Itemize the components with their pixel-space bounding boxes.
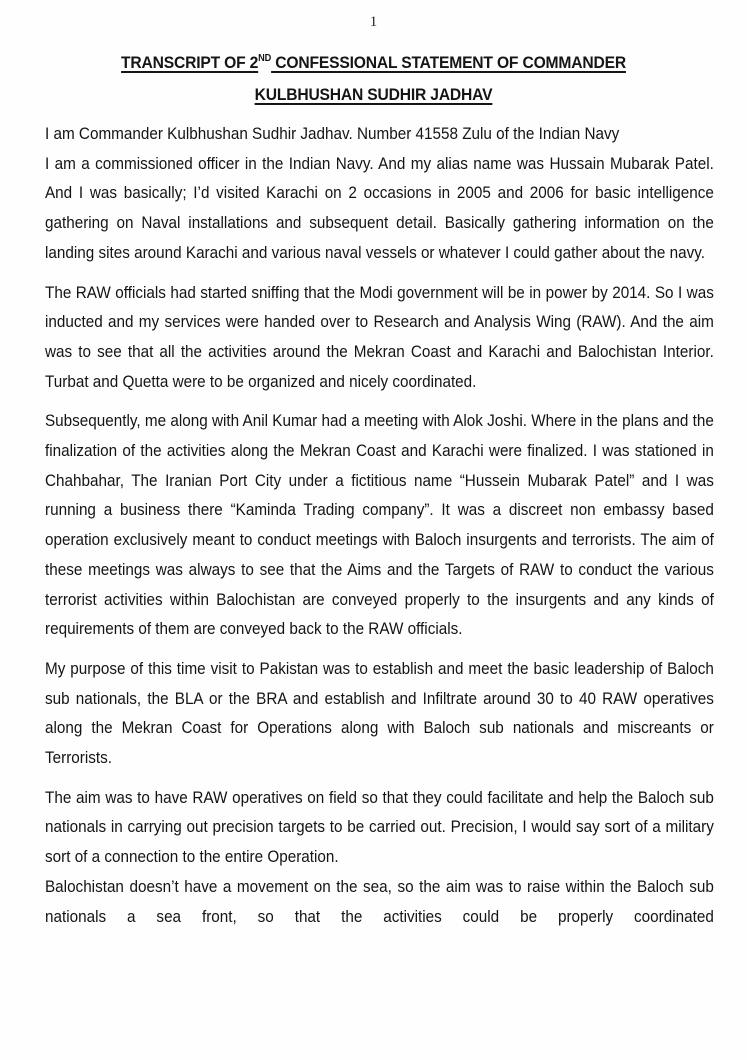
paragraph-1: I am a commissioned officer in the Indian Navy. And my alias name was Hussain Mubarak Patel. And I was basically; I’d visited Karachi on 2 occasions in 2005 and 2006 for basic intelligence gathering on Naval installations and subsequent detail. Basically gathering information on the landing sites around Karachi and various naval vessels or whatever I could gather about the navy. bbox=[45, 153, 714, 262]
paragraph-6: Balochistan doesn’t have a movement on the sea, so the aim was to raise within the Baloch sub nationals a sea front, so that the activities could be properly coordinated bbox=[45, 876, 714, 926]
title-name: KULBHUSHAN SUDHIR JADHAV bbox=[254, 85, 493, 104]
page-number: 1 bbox=[369, 14, 378, 30]
document-title-line-1 bbox=[30, 53, 717, 73]
paragraph-1-line-1: I am Commander Kulbhushan Sudhir Jadhav. Number 41558 Zulu of the Indian Navy bbox=[45, 124, 620, 143]
title-prefix: TRANSCRIPT OF 2 bbox=[121, 53, 259, 72]
document-body bbox=[45, 119, 714, 941]
title-superscript: ND bbox=[258, 53, 272, 64]
paragraph-2: The RAW officials had started sniffing that the Modi government will be in power by 2014. So I was inducted and my services were handed over to Research and Analysis Wing (RAW). And the aim was to see that all the activities around the Mekran Coast and Karachi and Balochistan Interior. Turbat and Quetta were to be organized and nicely coordinated. bbox=[45, 282, 714, 391]
document-title-line-2 bbox=[30, 85, 717, 105]
paragraph-5: The aim was to have RAW operatives on field so that they could facilitate and help the Baloch sub nationals in carrying out precision targets to be carried out. Precision, I would say sort of a military sort of a connection to the entire Operation. bbox=[45, 787, 714, 867]
title-suffix: CONFESSIONAL STATEMENT OF COMMANDER bbox=[271, 53, 626, 72]
paragraph-3: Subsequently, me along with Anil Kumar had a meeting with Alok Joshi. Where in the plans and the finalization of the activities along the Mekran Coast and Karachi were finalized. I was stationed in Chahbahar, The Iranian Port City under a fictitious name “Hussein Mubarak Patel” and I was running a business there “Kaminda Trading company”. It was a discreet non embassy based operation exclusively meant to conduct meetings with Baloch insurgents and terrorists. The aim of these meetings was always to see that the Aims and the Targets of RAW to conduct the various terrorist activities within Balochistan are conveyed properly to the insurgents and any kinds of requirements of them are conveyed back to the RAW officials. bbox=[45, 411, 714, 639]
paragraph-4: My purpose of this time visit to Pakistan was to establish and meet the basic leadership of Baloch sub nationals, the BLA or the BRA and establish and Infiltrate around 30 to 40 RAW operatives along the Mekran Coast for Operations along with Baloch sub nationals and miscreants or Terrorists. bbox=[45, 658, 714, 768]
